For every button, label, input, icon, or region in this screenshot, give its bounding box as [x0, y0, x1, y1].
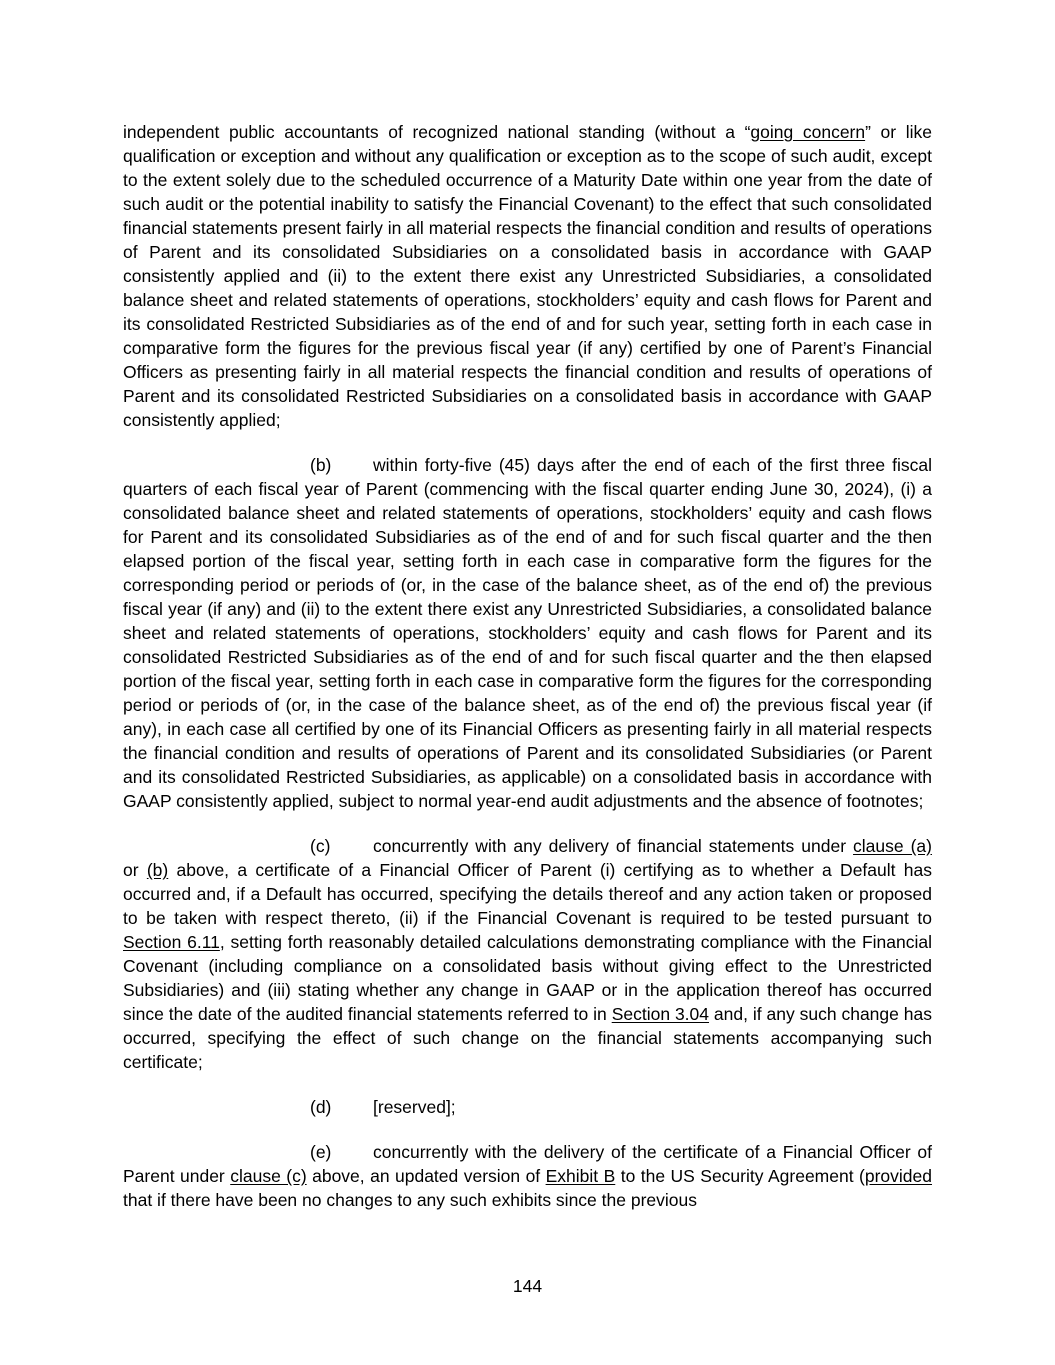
underlined-reference: Exhibit B — [545, 1166, 616, 1186]
text-segment: ” or like qualification or exception and without any qualification or exception as to the scope of such audit, except to the extent solely due to the scheduled occurrence of a Maturity Date within one year from the date of such audit or the potential inability to satisfy the Financial Covenant) to the effect that such consolidated financial statements present fairly in all material respects the financial condition and results of operations of Parent and its consolidated Subsidiaries on a consolidated basis in accordance with GAAP consistently applied and (ii) to the extent there exist any Unrestricted Subsidiaries, a consolidated balance sheet and related statements of operations, stockholders’ equity and cash flows for Parent and its consolidated Restricted Subsidiaries as of the end of and for such year, setting forth in each case in comparative form the figures for the previous fiscal year (if any) certified by one of Parent’s Financial Officers as presenting fairly in all material respects the financial condition and results of operations of Parent and its consolidated Restricted Subsidiaries on a consolidated basis in accordance with GAAP consistently applied; — [123, 122, 932, 430]
text-segment: concurrently with any delivery of financial statements under — [373, 836, 854, 856]
text-segment: [reserved]; — [373, 1097, 456, 1117]
document-body — [123, 120, 932, 1212]
underlined-reference: Section 3.04 — [611, 1004, 710, 1024]
text-segment: above, a certificate of a Financial Officer of Parent (i) certifying as to whether a Default has occurred and, if a Default has occurred, specifying the details thereof and any action taken or proposed to be taken with respect thereto, (ii) if the Financial Covenant is required to be tested pursuant to — [123, 860, 932, 928]
page-number: 144 — [512, 1276, 543, 1296]
text-segment: that if there have been no changes to any such exhibits since the previous — [123, 1190, 697, 1210]
paragraph-label: (b) — [310, 455, 332, 475]
underlined-reference: provided — [864, 1166, 932, 1186]
underlined-reference: clause (a) — [853, 836, 932, 856]
paragraph — [123, 120, 932, 432]
paragraph-label: (d) — [310, 1097, 332, 1117]
text-segment: concurrently with the delivery of the certificate of a Financial Officer of Parent under — [123, 1142, 932, 1186]
text-segment: or — [123, 860, 147, 880]
text-segment: independent public accountants of recognized national standing (without a “ — [123, 122, 751, 142]
underlined-reference: Section 6.11 — [123, 932, 220, 952]
paragraph-label: (e) — [310, 1142, 332, 1162]
paragraph — [123, 1140, 932, 1212]
paragraph — [123, 453, 932, 813]
underlined-reference: clause (c) — [230, 1166, 307, 1186]
text-segment: and, if any such change has occurred, specifying the effect of such change on the financial statements accompanying such certificate; — [123, 1004, 932, 1072]
underlined-reference: going concern — [750, 122, 866, 142]
paragraph — [123, 1095, 932, 1119]
text-segment: above, an updated version of — [306, 1166, 546, 1186]
paragraph-label: (c) — [310, 836, 331, 856]
paragraph — [123, 834, 932, 1074]
text-segment: , setting forth reasonably detailed calculations demonstrating compliance with the Financial Covenant (including compliance on a consolidated basis without giving effect to the Unrestricted Subsidiaries) and (iii) stating whether any change in GAAP or in the application thereof has occurred since the date of the audited financial statements referred to in — [123, 932, 932, 1024]
text-segment: to the US Security Agreement ( — [615, 1166, 865, 1186]
text-segment: within forty-five (45) days after the end of each of the first three fiscal quarters of each fiscal year of Parent (commencing with the fiscal quarter ending June 30, 2024), (i) a consolidated balance sheet and related statements of operations, stockholders’ equity and cash flows for Parent and its consolidated Subsidiaries as of the end of and for such fiscal quarter and the then elapsed portion of the fiscal year, setting forth in each case in comparative form the figures for the corresponding period or periods of (or, in the case of the balance sheet, as of the end of) the previous fiscal year (if any) and (ii) to the extent there exist any Unrestricted Subsidiaries, a consolidated balance sheet and related statements of operations, stockholders’ equity and cash flows for Parent and its consolidated Restricted Subsidiaries as of the end of and for such fiscal quarter and the then elapsed portion of the fiscal year, setting forth in each case in comparative form the figures for the corresponding period or periods of (or, in the case of the balance sheet, as of the end of) the previous fiscal year (if any), in each case all certified by one of its Financial Officers as presenting fairly in all material respects the financial condition and results of operations of Parent and its consolidated Subsidiaries (or Parent and its consolidated Restricted Subsidiaries, as applicable) on a consolidated basis in accordance with GAAP consistently applied, subject to normal year-end audit adjustments and the absence of footnotes; — [123, 455, 932, 811]
underlined-reference: (b) — [146, 860, 169, 880]
